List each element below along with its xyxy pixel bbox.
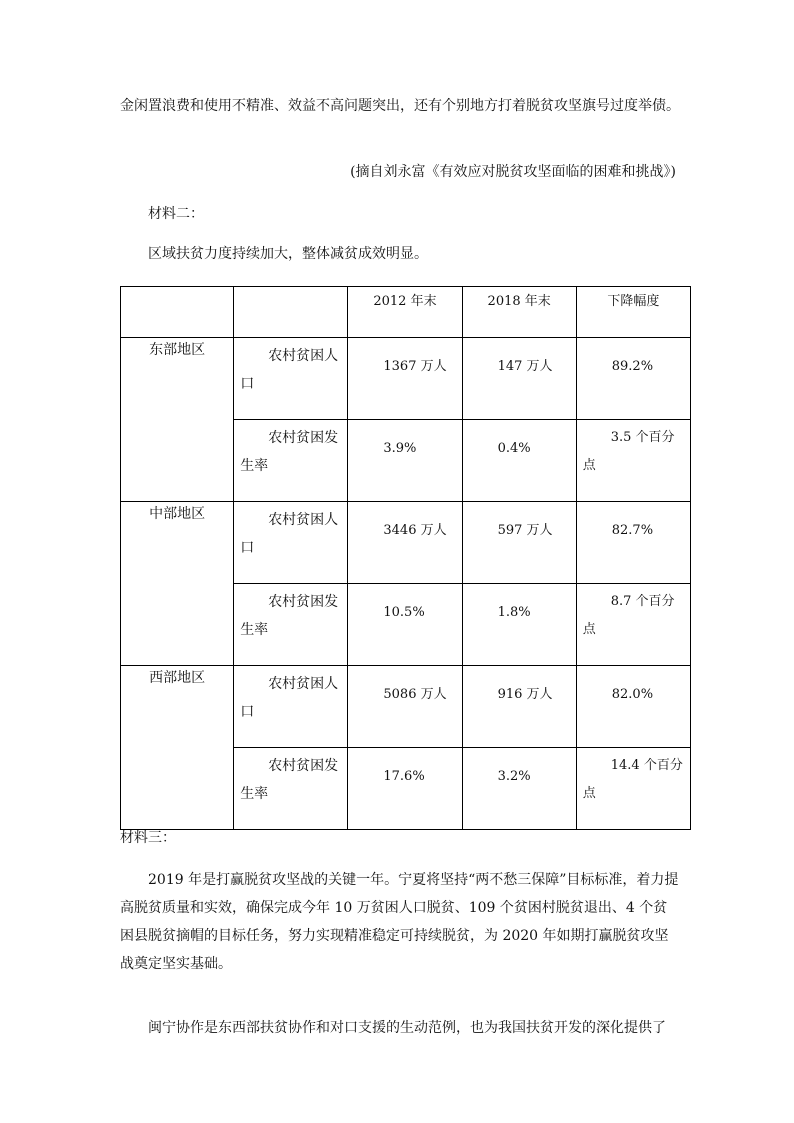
table-row xyxy=(121,338,691,420)
material3-paragraph-2: 闽宁协作是东西部扶贫协作和对口支援的生动范例，也为我国扶贫开发的深化提供了 xyxy=(148,1020,666,1036)
metric-cell: 农村贫困发生率 xyxy=(234,584,348,666)
metric-cell: 农村贫困人口 xyxy=(234,666,348,748)
table-row xyxy=(121,502,691,584)
material3-heading: 材料三： xyxy=(120,830,176,846)
material2-heading: 材料二： xyxy=(148,206,204,222)
header-cell xyxy=(121,287,234,338)
header-cell: 2012 年末 xyxy=(348,287,462,338)
metric-cell: 农村贫困发生率 xyxy=(234,748,348,830)
value-2012-cell: 10.5% xyxy=(348,584,462,666)
decline-cell: 14.4 个百分点 xyxy=(576,748,690,830)
metric-cell: 农村贫困人口 xyxy=(234,338,348,420)
value-2018-cell: 1.8% xyxy=(462,584,576,666)
value-2018-cell: 3.2% xyxy=(462,748,576,830)
decline-cell: 82.0% xyxy=(576,666,690,748)
table-header-row xyxy=(121,287,691,338)
value-2018-cell: 0.4% xyxy=(462,420,576,502)
decline-cell: 82.7% xyxy=(576,502,690,584)
region-cell: 西部地区 xyxy=(121,666,234,830)
decline-cell: 89.2% xyxy=(576,338,690,420)
region-cell: 中部地区 xyxy=(121,502,234,666)
region-cell: 东部地区 xyxy=(121,338,234,502)
metric-cell: 农村贫困发生率 xyxy=(234,420,348,502)
value-2012-cell: 5086 万人 xyxy=(348,666,462,748)
value-2018-cell: 916 万人 xyxy=(462,666,576,748)
table-row xyxy=(121,666,691,748)
value-2012-cell: 3.9% xyxy=(348,420,462,502)
value-2012-cell: 1367 万人 xyxy=(348,338,462,420)
metric-cell: 农村贫困人口 xyxy=(234,502,348,584)
header-cell: 下降幅度 xyxy=(576,287,690,338)
header-cell xyxy=(234,287,348,338)
material3-paragraph-1: 2019 年是打赢脱贫攻坚战的关键一年。宁夏将坚持“两不愁三保障”目标标准，着力提高脱贫质量和实效，确保完成今年 10 万贫困人口脱贫、109 个贫困村脱贫退出、4 个贫困县脱贫摘帽的目标任务，努力实现精准稳定可持续脱贫，为 2020 年如期打赢脱贫攻坚战奠定坚实基础。 xyxy=(120,872,679,972)
decline-cell: 3.5 个百分点 xyxy=(576,420,690,502)
value-2012-cell: 17.6% xyxy=(348,748,462,830)
continuation-paragraph: 金闲置浪费和使用不精准、效益不高问题突出，还有个别地方打着脱贫攻坚旗号过度举债。 xyxy=(120,98,680,114)
poverty-reduction-table xyxy=(120,286,691,830)
value-2018-cell: 597 万人 xyxy=(462,502,576,584)
material2-intro: 区域扶贫力度持续加大，整体减贫成效明显。 xyxy=(148,246,428,262)
decline-cell: 8.7 个百分点 xyxy=(576,584,690,666)
source-citation: (摘自刘永富《有效应对脱贫攻坚面临的困难和挑战》) xyxy=(350,164,676,180)
header-cell: 2018 年末 xyxy=(462,287,576,338)
value-2018-cell: 147 万人 xyxy=(462,338,576,420)
value-2012-cell: 3446 万人 xyxy=(348,502,462,584)
